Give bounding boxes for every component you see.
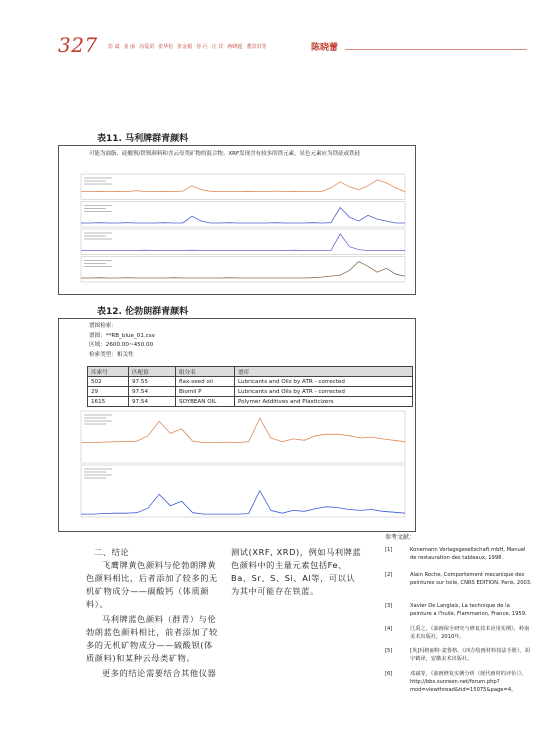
- header-contributors: [108, 43, 270, 50]
- reference-text: Konemann Verlagsgesellschaft mbH, Manuel de restauration des tableaux, 1998.: [410, 547, 526, 561]
- cell: Biomil P: [176, 387, 235, 397]
- col-header: 组分名: [176, 367, 235, 377]
- spectrum-series-line: [81, 262, 405, 279]
- paragraph: 马利牌蓝色颜料（群青）与伦勃朗蓝色颜料相比，前者添加了较多的无机矿物成分——硫酸钡(体质颜料)和某种云母类矿物。: [86, 614, 218, 663]
- header-author: 陈晓蕾: [311, 43, 339, 53]
- contributor-name: 张金根: [177, 44, 193, 50]
- cell: 502: [88, 377, 129, 387]
- spectrum-series-line: [81, 180, 405, 192]
- table11-title: 表11. 马利牌群青颜料: [97, 134, 189, 144]
- meta-line: 检索类型：相关性: [89, 351, 134, 358]
- table12-spectra-chart: [63, 409, 411, 527]
- cell: 29: [88, 387, 129, 397]
- col-header: 匹配值: [129, 367, 176, 377]
- reference-text: [英]玛格丽特·麦鲁格，《西方绘画材料技法手册》，胡宇鹤译，安徽美术出版社。: [410, 648, 530, 662]
- contributor-name: 姜 丽: [123, 44, 136, 50]
- spectrum-series-line: [81, 418, 405, 442]
- page-number: 327: [58, 33, 98, 57]
- table-header-row: [88, 367, 413, 377]
- cell: 97.55: [129, 377, 176, 387]
- spectrum-series-line: [81, 491, 405, 514]
- table-row: [88, 387, 413, 397]
- contributor-name: 谷 巨: [196, 44, 208, 50]
- meta-line: 区域：2600.00~450.00: [89, 342, 154, 349]
- references-list: [385, 546, 535, 736]
- contributor-name: 彭 斌: [108, 44, 120, 50]
- table12-title: 表12. 伦勃朗群青颜料: [97, 307, 189, 317]
- table11-spectra-chart: [63, 172, 411, 292]
- table-row: [88, 397, 413, 407]
- header-rule: [345, 49, 527, 50]
- reference-number: [2]: [385, 572, 393, 578]
- paragraph: 飞鹰牌黄色颜料与伦勃朗牌黄色颜料相比，后者添加了较多的无机矿物成分——碳酸钙（体质颜料）。: [86, 560, 218, 609]
- spectrum-panel: [81, 174, 405, 200]
- reference-number: [5]: [385, 648, 393, 654]
- reference-text: 江禹之，《油画保全研究与修复技术应用实例》，岭南美术出版社，2010年。: [410, 626, 530, 640]
- cell: 97.54: [129, 387, 176, 397]
- cell: 1615: [88, 397, 129, 407]
- table12-meta: [89, 322, 155, 360]
- contributor-name: 张华松: [158, 44, 174, 50]
- cell: Polymer Additives and Plasticizers: [235, 397, 413, 407]
- table12-frame: [58, 318, 416, 532]
- contributor-name: 汪 洋: [211, 44, 224, 50]
- paragraph: 更多的结论需要结合其他仪器: [102, 668, 217, 678]
- reference-text: 邓斌等，《油画修复实例分析（现代画材的评价）》，http://bbs.sunreen.net/forum.php?mod=viewthread&tid=15075&page=4。: [410, 671, 527, 693]
- references-title: 参考文献：: [385, 534, 416, 541]
- meta-line: 谱图：**RB_blue_01.csv: [89, 332, 155, 339]
- spectrum-series-line: [81, 234, 405, 251]
- col-header: 谱库: [235, 367, 413, 377]
- cell: flax-seed oil: [176, 377, 235, 387]
- conclusion-column-left: [86, 546, 218, 680]
- conclusion-column-right: 测试(XRF, XRD)，例如马利牌蓝色颜料中的主量元素包括Fe、Ba、Sr、S、Si、Al等，可以认为其中可能存在铁蓝。: [231, 547, 362, 596]
- reference-number: [6]: [385, 671, 393, 677]
- reference-number: [1]: [385, 547, 393, 553]
- cell: Lubricants and Oils by ATR - corrected: [235, 387, 413, 397]
- reference-text: Alain Roche, Comportement mecanique des peintures sur toile, CNRS EDITION, Paris, 2003.: [410, 572, 532, 586]
- contributor-name: 董景洪等: [246, 44, 267, 50]
- table-row: [88, 377, 413, 387]
- contributor-name: 冯爱苗: [139, 44, 155, 50]
- cell: SOYBEAN OIL: [176, 397, 235, 407]
- contributor-name: 蒋晓超: [227, 44, 243, 50]
- spectrum-series-line: [81, 208, 405, 224]
- cell: 97.54: [129, 397, 176, 407]
- section-heading: 二、结论: [94, 547, 130, 557]
- meta-line: 谱图检索：: [89, 323, 117, 329]
- search-results-table: [87, 366, 413, 407]
- table11-description: 可能为油脂、硅酸钡/铁钡颜料和含云母类矿物的混合物。XRF发现含有较多的铁元素，显色元素应为铁硅或铁硅: [89, 151, 361, 157]
- reference-text: Xavier De Langlais, La technique de la peinture a l'huile, Flammarion, France, 1959.: [410, 603, 527, 617]
- col-header: 库索号: [88, 367, 129, 377]
- spectrum-panel: [81, 465, 405, 517]
- table11-frame: [58, 145, 416, 295]
- cell: Lubricants and Oils by ATR - corrected: [235, 377, 413, 387]
- reference-number: [3]: [385, 603, 393, 609]
- reference-number: [4]: [385, 626, 393, 632]
